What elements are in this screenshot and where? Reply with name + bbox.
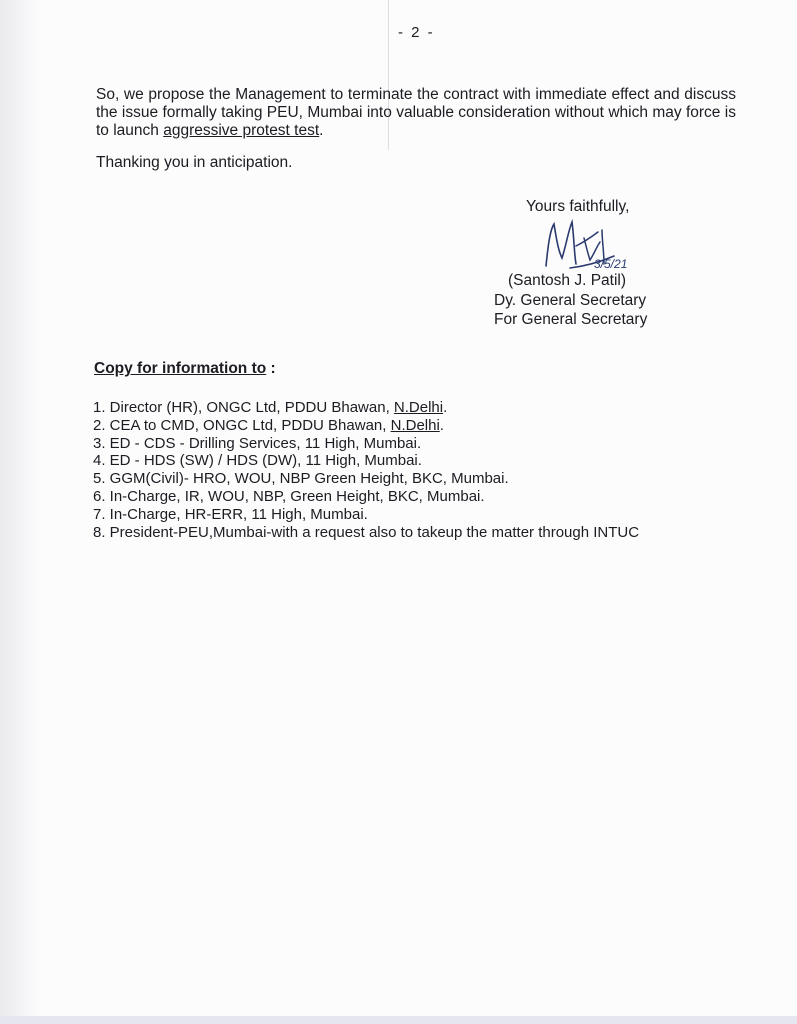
handwritten-signature (540, 216, 630, 278)
list-item: 3. ED - CDS - Drilling Services, 11 High, Mumbai. (93, 434, 422, 452)
body-paragraph (96, 86, 736, 140)
list-item: 8. President-PEU,Mumbai-with a request also to takeup the matter through INTUC (93, 523, 640, 541)
page-number: - 2 - (398, 24, 435, 41)
list-item: 2. CEA to CMD, ONGC Ltd, PDDU Bhawan, N.Delhi. (93, 416, 444, 434)
list-item: 6. In-Charge, IR, WOU, NBP, Green Height, BKC, Mumbai. (93, 487, 485, 505)
copy-heading-colon: : (266, 360, 276, 377)
paragraph-underlined-text: aggressive protest test (163, 122, 320, 139)
list-item: 7. In-Charge, HR-ERR, 11 High, Mumbai. (93, 505, 368, 523)
closing-salutation: Yours faithfully, (526, 198, 630, 215)
list-item: 4. ED - HDS (SW) / HDS (DW), 11 High, Mumbai. (93, 452, 422, 470)
scan-shadow (0, 0, 40, 1024)
copy-heading-text: Copy for information to (94, 360, 267, 377)
signatory-subtitle: For General Secretary (494, 311, 648, 328)
signature-date: 3/5/21 (594, 257, 628, 271)
signatory-title: Dy. General Secretary (494, 292, 647, 309)
paragraph-text: So, we propose the Management to terminate the contract with immediate effect and discuss the issue formally taking PEU, Mumbai into valuable consideration without which may force is to launch (96, 86, 736, 139)
list-item: 5. GGM(Civil)- HRO, WOU, NBP Green Height, BKC, Mumbai. (93, 470, 509, 488)
copy-recipient-list (93, 399, 639, 541)
scan-bottom-edge (0, 1016, 797, 1024)
thanks-line: Thanking you in anticipation. (96, 154, 293, 171)
signatory-name: (Santosh J. Patil) (508, 272, 627, 289)
paragraph-end: . (319, 122, 324, 139)
copy-heading (94, 360, 276, 378)
list-item: 1. Director (HR), ONGC Ltd, PDDU Bhawan, N.Delhi. (93, 399, 448, 416)
